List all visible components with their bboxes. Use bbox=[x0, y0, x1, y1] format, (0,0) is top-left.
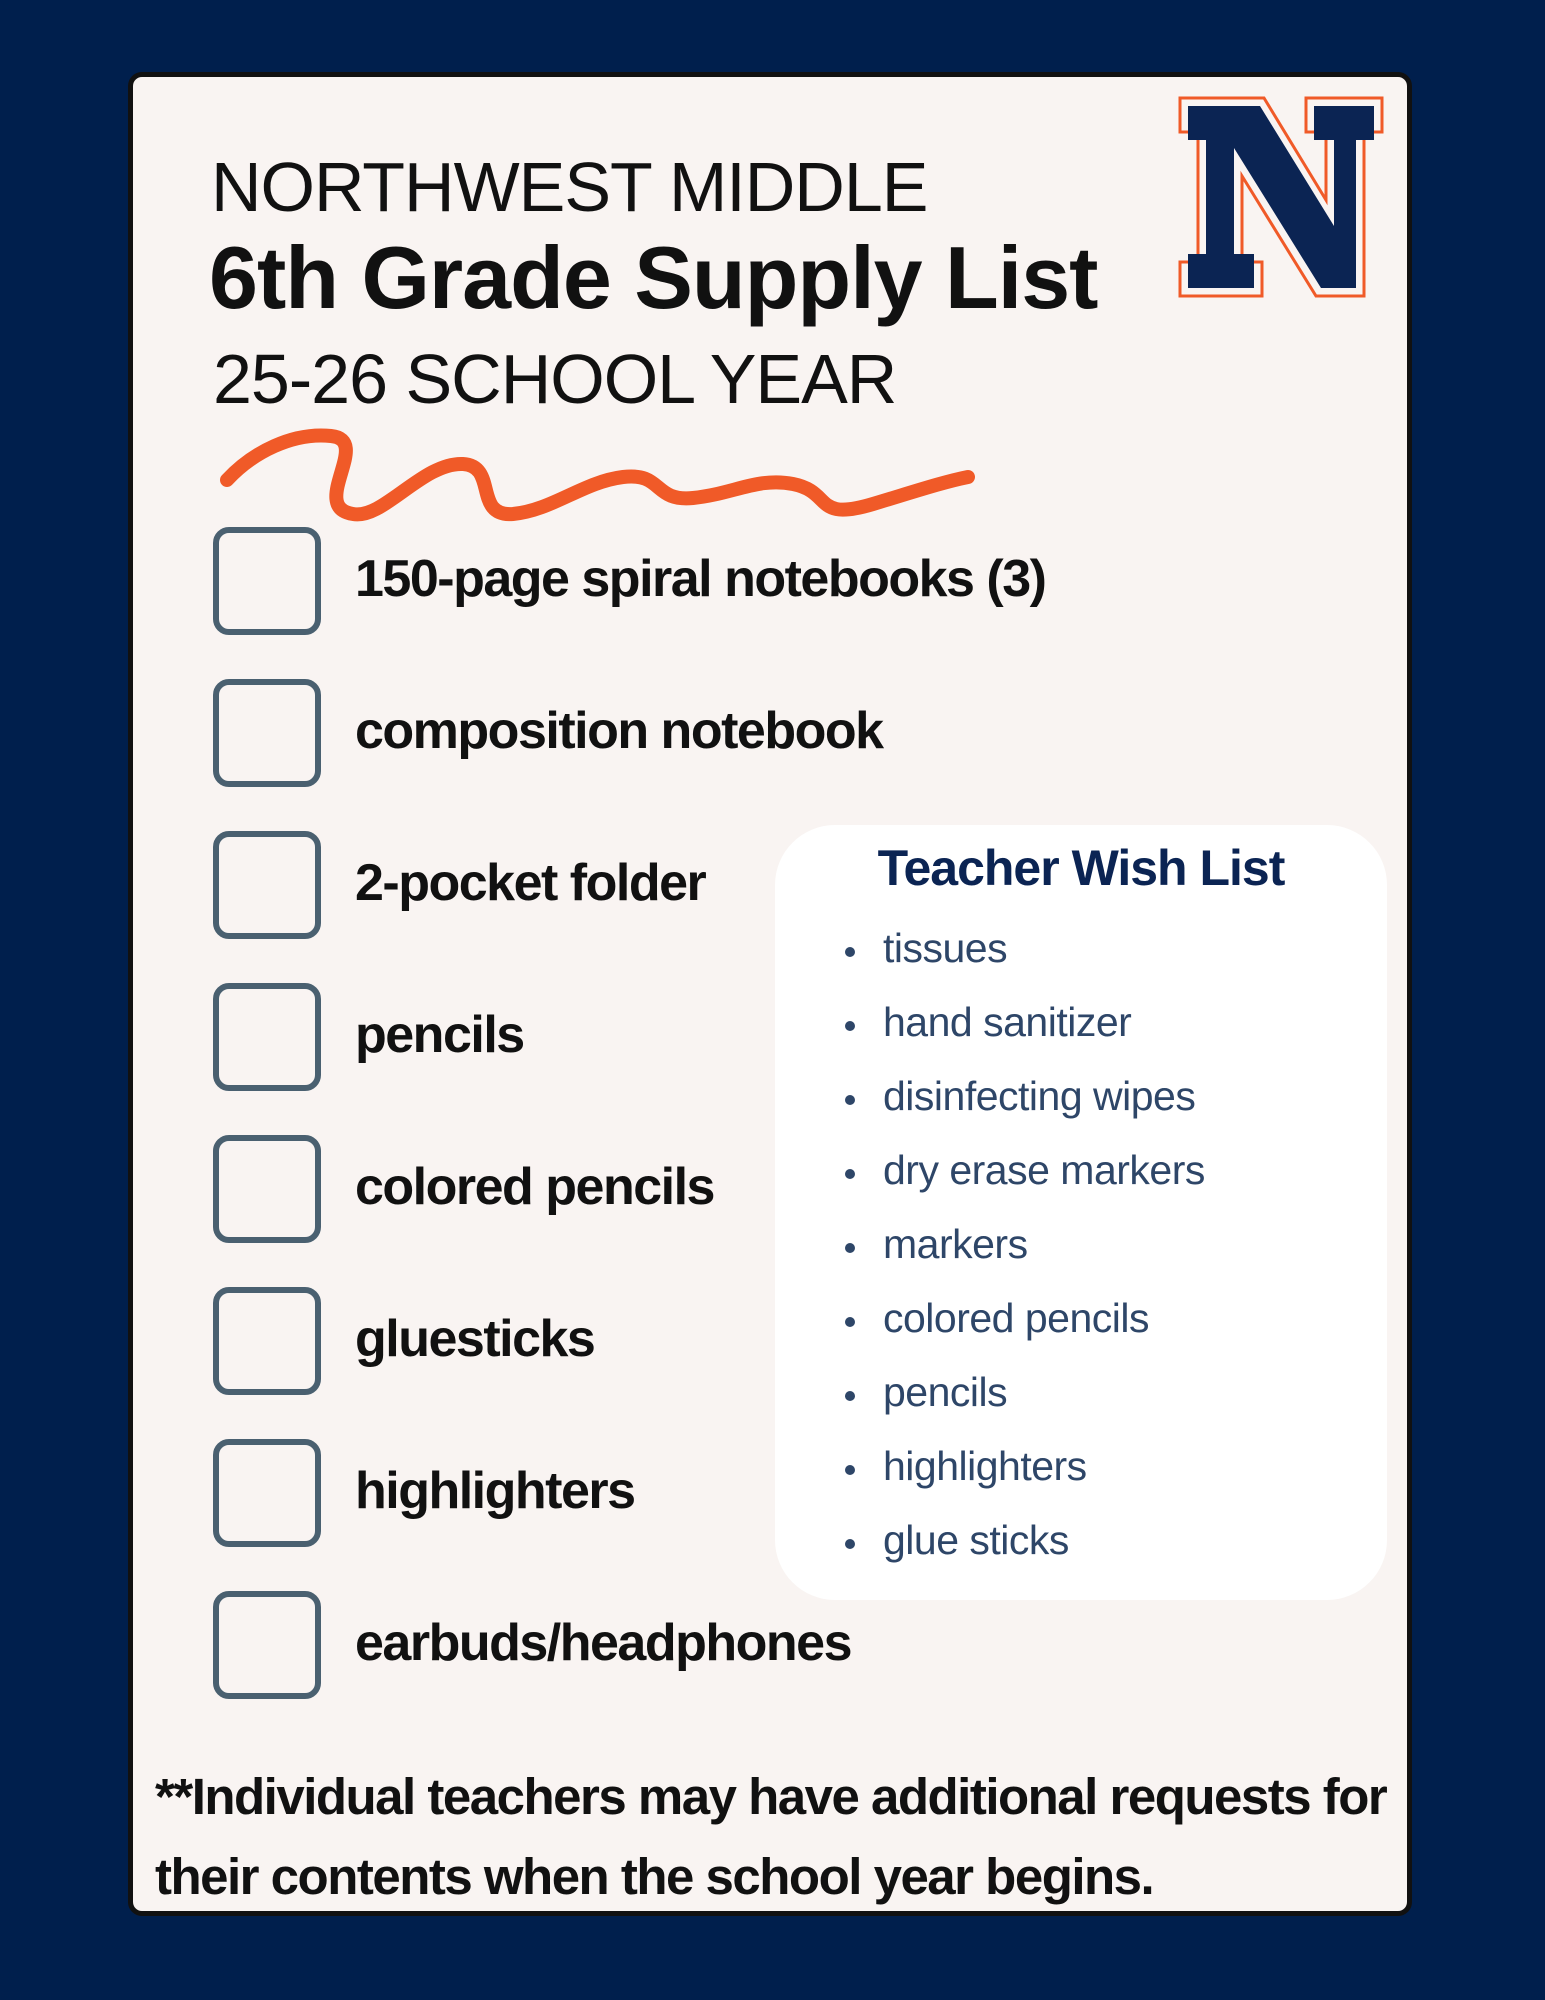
checkbox[interactable] bbox=[213, 527, 321, 635]
wish-list-item: hand sanitizer bbox=[845, 999, 1205, 1073]
wish-list-item: pencils bbox=[845, 1369, 1205, 1443]
checklist-item-label: pencils bbox=[355, 1006, 524, 1064]
school-letter-logo-icon bbox=[1176, 92, 1386, 302]
checkbox[interactable] bbox=[213, 1591, 321, 1699]
supply-list-card bbox=[128, 72, 1412, 1916]
checkbox[interactable] bbox=[213, 983, 321, 1091]
checklist-item-label: 2-pocket folder bbox=[355, 854, 706, 912]
bullet-icon bbox=[845, 1539, 855, 1549]
checklist-item-label: 150-page spiral notebooks (3) bbox=[355, 550, 1046, 608]
checklist-item bbox=[213, 527, 1113, 645]
wish-list-item: disinfecting wipes bbox=[845, 1073, 1205, 1147]
bullet-icon bbox=[845, 1095, 855, 1105]
checkbox[interactable] bbox=[213, 831, 321, 939]
bullet-icon bbox=[845, 947, 855, 957]
checkbox[interactable] bbox=[213, 1287, 321, 1395]
wish-list-item: dry erase markers bbox=[845, 1147, 1205, 1221]
wish-list-title: Teacher Wish List bbox=[877, 840, 1285, 896]
checklist-item-label: earbuds/headphones bbox=[355, 1614, 851, 1672]
wish-list-item: glue sticks bbox=[845, 1517, 1205, 1591]
checklist-item-label: highlighters bbox=[355, 1462, 635, 1520]
wish-list-item: colored pencils bbox=[845, 1295, 1205, 1369]
bullet-icon bbox=[845, 1243, 855, 1253]
bullet-icon bbox=[845, 1317, 855, 1327]
school-year: 25-26 SCHOOL YEAR bbox=[213, 340, 897, 418]
checklist-item bbox=[213, 1591, 1113, 1709]
bullet-icon bbox=[845, 1169, 855, 1179]
checkbox[interactable] bbox=[213, 1135, 321, 1243]
teacher-wish-list bbox=[775, 825, 1387, 1600]
wish-list-item: markers bbox=[845, 1221, 1205, 1295]
checklist-item-label: gluesticks bbox=[355, 1310, 595, 1368]
wish-list-items bbox=[845, 925, 1205, 1591]
wish-list-item: highlighters bbox=[845, 1443, 1205, 1517]
checklist-item bbox=[213, 679, 1113, 797]
checkbox[interactable] bbox=[213, 1439, 321, 1547]
bullet-icon bbox=[845, 1465, 855, 1475]
school-name: NORTHWEST MIDDLE bbox=[211, 148, 928, 226]
checklist-item-label: colored pencils bbox=[355, 1158, 714, 1216]
wish-list-item: tissues bbox=[845, 925, 1205, 999]
bullet-icon bbox=[845, 1391, 855, 1401]
footnote: **Individual teachers may have additional requests for their contents when the school year begins. bbox=[155, 1768, 1387, 1905]
checkbox[interactable] bbox=[213, 679, 321, 787]
bullet-icon bbox=[845, 1021, 855, 1031]
checklist-item-label: composition notebook bbox=[355, 702, 883, 760]
page-title: 6th Grade Supply List bbox=[209, 228, 1098, 327]
